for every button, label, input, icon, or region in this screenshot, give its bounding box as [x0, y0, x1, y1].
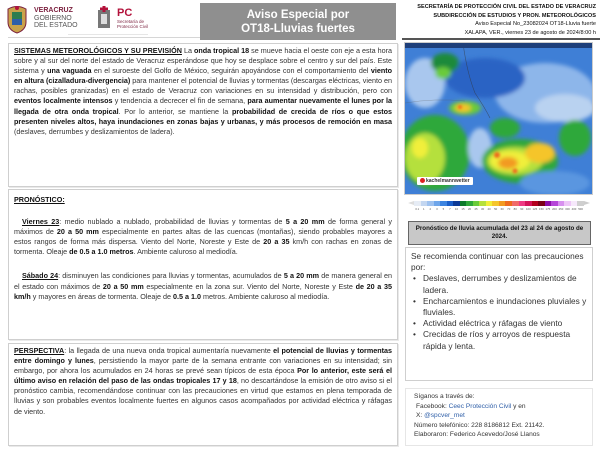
scale-bar: [414, 201, 584, 206]
scale-tick-label: 80: [513, 207, 517, 211]
scale-tick-label: 2: [429, 207, 432, 211]
emphasis: eventos localmente intensos: [14, 96, 113, 106]
text: . Ambiente caluroso al mediodía.: [133, 247, 238, 257]
bulletin-date: XALAPA, VER., viernes 23 de agosto de 2024/8:00 h: [464, 29, 596, 36]
list-item: • Actividad eléctrica y ráfagas de viento: [411, 318, 587, 329]
recommendations-panel: [405, 247, 593, 381]
forecast-sabado: [14, 271, 392, 301]
scale-tick-label: 300: [565, 207, 570, 211]
emphasis: una vaguada: [47, 66, 92, 76]
pronostico-heading: PRONÓSTICO:: [14, 195, 65, 204]
emphasis: el potencial de lluvias y tormentas entre domingo y lunes: [14, 346, 392, 366]
text: para mantener el potencial de lluvias y tormentas (descargas eléctricas, viento en rachas, posibles granizadas) en el estado de Veracruz con variaciones en su intensidad y distribución, pero con: [14, 76, 392, 96]
government-name: [34, 7, 78, 30]
emphasis: 5 a 20 mm: [285, 217, 325, 227]
agency-info: [396, 3, 596, 37]
forecast-viernes: [14, 217, 392, 257]
emphasis: probabilidad de crecida de ríos o que estos presenten niveles altos, haya inundaciones en zonas bajas y urbanas, y más procesos de remoción en masa: [14, 106, 392, 126]
text: y mayores en áreas de tormenta. Oleaje de: [30, 291, 174, 301]
contact-panel: [405, 388, 593, 446]
scale-swatch: [577, 201, 584, 206]
emphasis: de 0.5 a 1.0 metros: [69, 247, 134, 257]
pc-brand: [117, 8, 148, 29]
text: (deslaves, derrumbes y deslizamientos de ladera).: [14, 126, 175, 136]
emphasis: 20 a 50 mm: [102, 281, 144, 291]
scale-arrow-right-icon: [584, 201, 590, 205]
perspectiva-heading: PERSPECTIVA: [14, 346, 65, 355]
title-line-2: OT18-Lluvias fuertes: [241, 23, 355, 35]
text: km/h con rachas en zonas de tormenta. Oleaje: [14, 237, 393, 257]
scale-tick-label: 400: [571, 207, 577, 211]
title-line-1: Aviso Especial por: [246, 9, 350, 21]
scale-tick-label: 90: [520, 207, 524, 211]
veracruz-coat-of-arms-icon: [5, 4, 29, 34]
rainfall-color-scale: [408, 201, 590, 215]
proteccion-civil-emblem-icon: [95, 6, 113, 32]
gov-line-2: GOBIERNO: [34, 14, 72, 22]
list-item: • Encharcamientos e inundaciones pluviales y fluviales.: [411, 296, 587, 318]
text: especialmente en la zona sur. Viento del Norte, Noreste y Este: [143, 281, 356, 291]
scale-tick-label: 250: [558, 207, 564, 211]
bulletin-number: Aviso Especial No_23082024 OT18-Lluvia fuerte: [475, 21, 596, 28]
list-item: • Deslaves, derrumbes y deslizamientos de ladera.: [411, 273, 587, 295]
text: : disminuyen las condiciones para lluvias y tormentas, acumulados de: [58, 271, 284, 281]
emphasis: Por lo anterior, este será el último aviso en relación del paso de las ondas tropicales 17 y 18: [14, 366, 392, 386]
sistemas-panel: [8, 43, 398, 187]
text: : la llegada de una nueva onda tropical aumentaría nuevamente: [64, 346, 274, 355]
scale-tick-label: 125: [532, 207, 538, 211]
text: , no descartándose la emisión de otro aviso si el pronóstico cambia, recomendándose continuar con las precauciones en virtud que estamos en plena temporada de lluvias y son probables eventos localmente fuertes en algunos casos acompañados por actividad eléctrica y ráfagas de viento.: [14, 376, 393, 416]
scale-tick-label: 50: [494, 207, 498, 211]
text: en el suroeste del Golfo de México, seguirán apoyándose con el comportamiento del: [91, 66, 371, 76]
provider-logo-icon: [420, 178, 425, 183]
scale-tick-label: 60: [500, 207, 504, 211]
emphasis: onda tropical 18: [193, 46, 250, 55]
emphasis: 20 a 50 mm: [56, 227, 99, 237]
text: metros. Ambiente caluroso al mediodía.: [201, 291, 330, 301]
header-divider: [8, 37, 200, 38]
contact-intro: Síganos a través de:: [414, 393, 475, 400]
text: La: [181, 46, 194, 55]
agency-line-1: SECRETARÍA DE PROTECCIÓN CIVIL DEL ESTADO DE VERACRUZ: [417, 4, 596, 10]
provider-name: kachelmannwetter: [426, 178, 470, 184]
day-label: Sábado 24: [22, 271, 59, 281]
map-caption: Pronóstico de lluvia acumulada del 23 al 24 de agosto de 2024.: [408, 221, 591, 245]
recommendations-intro: Se recomienda continuar con las precauciones por:: [411, 251, 584, 273]
text: y en: [511, 402, 526, 410]
rainfall-forecast-map: [404, 42, 593, 195]
scale-tick-label: 40: [487, 207, 491, 211]
scale-tick-label: 175: [545, 207, 551, 211]
scale-tick-label: 70: [507, 207, 511, 211]
list-item: • Crecidas de ríos y arroyos de respuesta rápida y lenta.: [411, 329, 587, 351]
day-label: Viernes 23: [22, 217, 60, 227]
scale-tick-label: 25: [474, 207, 478, 211]
phone-number: Número telefónico: 228 8186812 Ext. 21142.: [414, 421, 545, 429]
scale-ticks: [414, 207, 584, 211]
pc-acronym: PC: [117, 7, 133, 19]
gov-line-1: VERACRUZ: [34, 7, 73, 14]
scale-tick-label: 100: [525, 207, 531, 211]
facebook-link[interactable]: Ceec Protección Civil: [448, 402, 512, 410]
facebook-label: Facebook:: [416, 402, 449, 410]
agency-divider: [402, 38, 600, 40]
pc-sub-2: Protección Civil: [117, 24, 149, 29]
text: se mueve hacia el oeste con eje a esta hora sobre y al sur del norte del estado de Veracruz esperándose que hoy se desplace sobre el centro y sur del país. Este sistema y: [14, 46, 392, 76]
text: especialmente en partes altas de las cuencas (montañas), siendo probables mayores a estos rangos de forma más dispersa. Viento del Norte, Noreste y Este de: [14, 227, 393, 247]
scale-tick-label: 7: [449, 207, 451, 211]
scale-tick-label: 20: [467, 207, 472, 211]
emphasis: 5 a 20 mm: [283, 271, 320, 281]
sistemas-heading: SISTEMAS METEOROLÓGICOS Y SU PREVISIÓN: [14, 46, 182, 55]
scale-arrow-left-icon: [408, 201, 414, 205]
map-info-bar: [405, 43, 592, 48]
text: y tendencia a decrecer el fin de semana,: [112, 96, 248, 106]
text: , persistiendo la mayor parte de la semana entrante con variaciones en su intensidad; sin embargo, por ahora los acumulados en 24 horas se prevé sean típicos de esta época: [14, 356, 392, 376]
scale-tick-label: 10: [454, 207, 459, 211]
scale-tick-label: 0.1: [415, 207, 420, 211]
recommendations-list: [411, 273, 587, 351]
gov-line-3: DEL ESTADO: [34, 22, 78, 29]
text: . Por lo anterior, se mantiene la: [118, 106, 232, 116]
emphasis: de 20 a 35 km/h: [14, 281, 392, 301]
header: [0, 0, 600, 40]
map-provider-logo: [417, 177, 473, 185]
agency-line-2: SUBDIRECCIÓN DE ESTUDIOS Y PRON. METEOROLÓGICOS: [433, 12, 596, 19]
pc-sub-1: Secretaría de: [117, 19, 145, 24]
pronostico-panel: [8, 189, 398, 340]
emphasis: para aumentar nuevamente el lunes por la llegada de otra onda tropical: [14, 96, 392, 116]
emphasis: viento en altura (cizalladura-divergencia): [14, 66, 392, 86]
bulletin-title: [200, 3, 396, 40]
header-divider: [68, 34, 148, 35]
text: de manera general en el estado con máximos de: [14, 271, 392, 291]
x-link[interactable]: @spcver_met: [424, 412, 465, 420]
scale-tick-label: 200: [552, 207, 557, 211]
scale-tick-label: 150: [539, 207, 544, 211]
scale-tick-label: 500: [578, 207, 583, 211]
text: : medio nublado a nublado, probabilidad de lluvias y tormentas de: [59, 217, 286, 227]
emphasis: 20 a 35: [263, 237, 290, 247]
scale-tick-label: 5: [442, 207, 445, 211]
scale-tick-label: 15: [461, 207, 465, 211]
rainfall-map-image: [405, 43, 593, 195]
scale-tick-label: 3: [436, 207, 438, 211]
scale-tick-label: 1: [423, 207, 425, 211]
emphasis: 0.5 a 1.0: [173, 291, 201, 301]
x-label: X:: [416, 412, 425, 420]
scale-tick-label: 30: [481, 207, 485, 211]
authors: Elaboraron: Federico Acevedo/José Llanos: [414, 431, 540, 439]
text: de forma general y máximos de: [14, 217, 393, 237]
perspectiva-panel: [8, 343, 398, 446]
